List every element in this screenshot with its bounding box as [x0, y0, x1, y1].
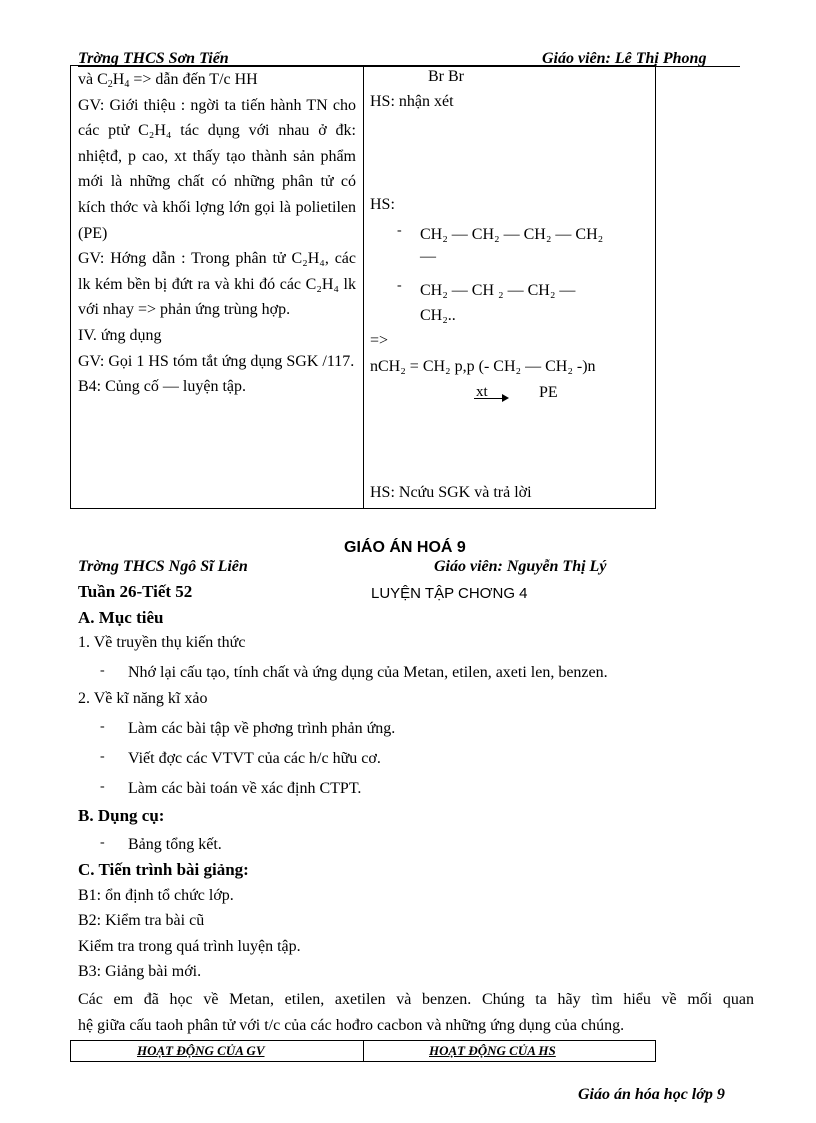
reaction-arrowhead — [502, 394, 509, 402]
objective-2: 2. Về kĩ năng kĩ xảo — [78, 690, 208, 707]
implies-symbol: => — [370, 332, 389, 349]
lesson-teacher: Giáo viên: Nguyễn Thị Lý — [434, 558, 607, 575]
objective-1: 1. Về truyền thụ kiến thức — [78, 634, 246, 651]
objective-item: Viết đợc các VTVT của các h/c hữu cơ. — [128, 750, 381, 767]
step-line: B3: Giảng bài mới. — [78, 963, 202, 980]
section-c-heading: C. Tiến trình bài giảng: — [78, 860, 249, 879]
chain-1: CH₂ — CH₂ — CH₂ — CH₂ — [420, 226, 604, 243]
step-b4: B4: Củng cố — luyện tập. — [78, 378, 246, 396]
header-teacher: Giáo viên: Lê Thị Phong — [542, 50, 707, 67]
guide-paragraph: GV: Hớng dẫn : Trong phân tử C₂H₄, các lk kém bền bị đứt ra và khi đó các C₂H₄ lk với nhay => phản ứng trùng hợp. — [78, 250, 356, 319]
step-line: Kiểm tra trong quá trình luyện tập. — [78, 938, 301, 955]
chain-2-cont: CH₂.. — [420, 307, 456, 324]
section-iv: IV. ứng dụng — [78, 326, 162, 344]
br-labels: Br Br — [428, 68, 464, 85]
hs-remark: HS: nhận xét — [370, 93, 454, 110]
bullet: - — [100, 835, 105, 850]
chain-1-cont: — — [420, 248, 436, 265]
dash-bullet: - — [397, 223, 402, 238]
activity-table-header — [70, 1040, 656, 1062]
intro-line: hệ giữa cấu taoh phân tử với t/c của các hođro cacbon và những ứng dụng của chúng. — [78, 1017, 625, 1034]
teacher-column — [78, 67, 356, 400]
objective-item: Làm các bài toán về xác định CTPT. — [128, 780, 362, 797]
week-period: Tuần 26-Tiết 52 — [78, 582, 193, 601]
hs-label: HS: — [370, 196, 395, 213]
gv-column-header: HOẠT ĐỘNG CỦA GV — [137, 1043, 265, 1058]
step-line: B2: Kiểm tra bài cũ — [78, 912, 205, 929]
reaction-arrow — [474, 398, 504, 399]
column-divider — [363, 66, 364, 508]
catalyst-label: xt — [476, 384, 488, 400]
bullet: - — [100, 663, 105, 678]
hs-column-header: HOẠT ĐỘNG CỦA HS — [429, 1043, 556, 1058]
chain-2: CH₂ — CH ₂ — CH₂ — — [420, 282, 576, 299]
intro-line: Các em đã học về Metan, etilen, axetilen và benzen. Chúng ta hãy tìm hiểu về mối quan — [78, 991, 754, 1008]
summary-paragraph: GV: Gọi 1 HS tóm tắt ứng dụng SGK /117. — [78, 352, 355, 370]
product-label: PE — [539, 384, 558, 401]
tool-item: Bảng tổng kết. — [128, 836, 222, 853]
intro-paragraph: GV: Giới thiệu : ngời ta tiến hành TN cho các ptử C₂H₄ tác dụng với nhau ở đk: nhiệtđ, p cao, xt thấy tạo thành sản phẩm mới là những chất có những phân tử có kích thớc và khối lợng lớn gọi là polietilen (PE) — [78, 96, 356, 242]
bullet: - — [100, 779, 105, 794]
step-line: B1: ổn định tổ chức lớp. — [78, 887, 234, 904]
intro-paragraph — [78, 987, 754, 1039]
polymerization-equation: nCH₂ = CH₂ p,p (- CH₂ — CH₂ -)n — [370, 358, 596, 375]
column-divider — [363, 1041, 364, 1061]
section-a-heading: A. Mục tiêu — [78, 608, 164, 627]
activity-table — [70, 65, 656, 509]
footer-text: Giáo án hóa học lớp 9 — [578, 1086, 725, 1103]
lesson-topic: LUYỆN TẬP CHƠNG 4 — [371, 585, 528, 602]
lesson-title: GIÁO ÁN HOÁ 9 — [344, 539, 466, 556]
section-b-heading: B. Dụng cụ: — [78, 806, 165, 825]
hs-answer: HS: Ncứu SGK và trả lời — [370, 484, 532, 501]
row0-text: và $C_2H_4$ => dẫn đến T/c HH — [78, 71, 258, 90]
bullet: - — [100, 719, 105, 734]
objective-item: Làm các bài tập về phơng trình phản ứng. — [128, 720, 396, 737]
bullet: - — [100, 749, 105, 764]
objective-item: Nhớ lại cấu tạo, tính chất và ứng dụng của Metan, etilen, axeti len, benzen. — [128, 664, 608, 681]
lesson-school: Trờng THCS Ngô Sĩ Liên — [78, 558, 248, 575]
dash-bullet: - — [397, 278, 402, 293]
header-school: Trờng THCS Sơn Tiến — [78, 50, 229, 67]
